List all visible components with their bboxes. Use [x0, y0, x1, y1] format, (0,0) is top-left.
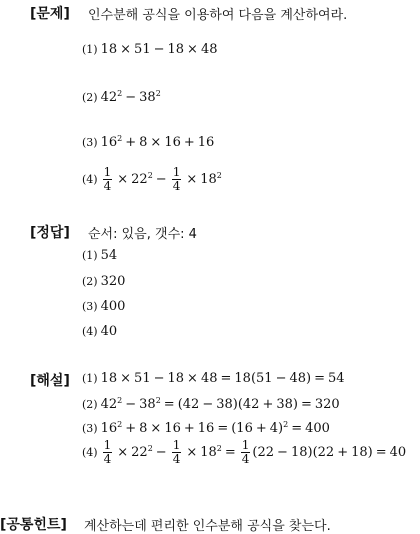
answer-item-3: [82, 299, 125, 314]
problem-item-4: (4) $\frac{1}{4}$ × $22^2$ − $\frac{1}{4}$ × $18^2$: [82, 165, 222, 193]
solution-label: [해설]: [30, 373, 70, 389]
item-number: (3): [82, 136, 98, 149]
answer-meta: 순서: 있음, 갯수: 4: [88, 227, 197, 242]
item-number: (2): [82, 275, 98, 288]
answer-value: 40: [100, 324, 118, 339]
solution-item-4: (4) $\frac{1}{4}$ × $22^2$ − $\frac{1}{4}$ × $18^2$ = $\frac{1}{4}$ (22 − 18)(22 + 18) = 40: [82, 438, 407, 466]
answer-value: 54: [100, 248, 118, 263]
solution-item-3: (3) $16^2 + 8 \times 16 + 16 = (16 + 4)^2 = 400$: [82, 420, 330, 436]
item-number: (3): [82, 422, 98, 435]
problem-instruction: 인수분해 공식을 이용하여 다음을 계산하여라.: [88, 8, 348, 23]
item-number: (2): [82, 398, 98, 411]
problem-item-1: (1) 18 × 51 − 18 × 48: [82, 42, 218, 57]
solution-item-1: (1) 18 × 51 − 18 × 48 = 18(51 − 48) = 54: [82, 371, 345, 386]
problem-item-3: (3) $16^2 + 8 \times 16 + 16$: [82, 134, 215, 150]
item-number: (4): [82, 173, 98, 186]
hint-text: 계산하는데 편리한 인수분해 공식을 찾는다.: [84, 519, 331, 534]
answer-item-2: [82, 274, 125, 289]
answer-value: 320: [100, 274, 126, 289]
problem-item-2: (2) $42^2 - 38^2$: [82, 89, 161, 105]
fraction: $\frac{1}{4}$: [103, 438, 112, 466]
answer-value: 400: [100, 299, 126, 314]
fraction: $\frac{1}{4}$: [241, 438, 250, 466]
item-number: (2): [82, 91, 98, 104]
hint-label: [공통힌트]: [0, 517, 67, 533]
fraction: $\frac{1}{4}$: [103, 165, 112, 193]
fraction: $\frac{1}{4}$: [172, 165, 181, 193]
item-number: (4): [82, 446, 98, 459]
answer-item-4: [82, 324, 117, 339]
problem-label: [문제]: [30, 6, 70, 22]
item-number: (4): [82, 325, 98, 338]
item-number: (1): [82, 249, 98, 262]
item-number: (3): [82, 300, 98, 313]
answer-label: [정답]: [30, 225, 70, 241]
solution-item-2: (2) $42^2 - 38^2 = (42 - 38)(42 + 38) = 320$: [82, 396, 340, 412]
item-number: (1): [82, 372, 98, 385]
fraction: $\frac{1}{4}$: [172, 438, 181, 466]
item-number: (1): [82, 43, 98, 56]
answer-item-1: [82, 248, 117, 263]
